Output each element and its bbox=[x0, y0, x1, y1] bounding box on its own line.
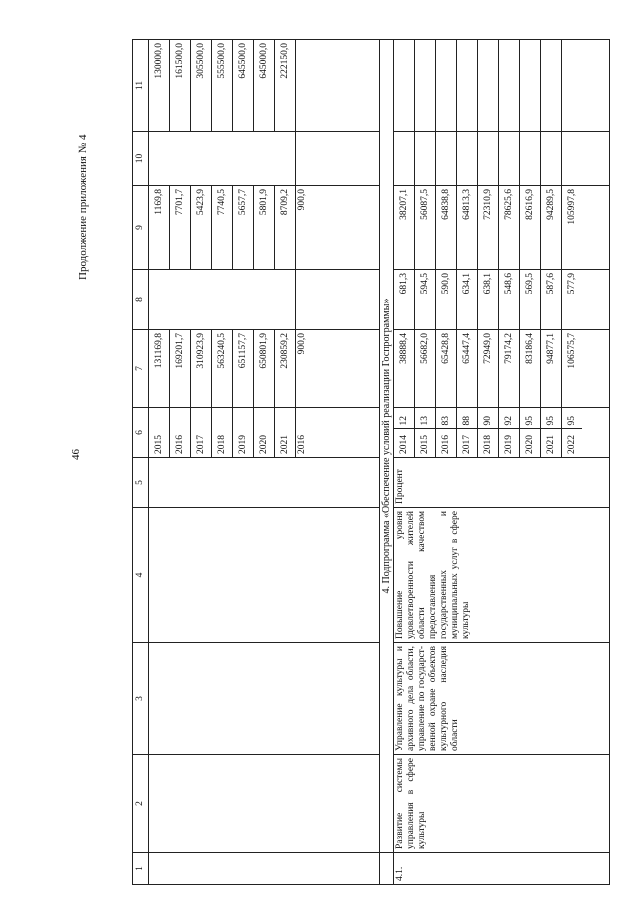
program-table bbox=[132, 39, 610, 885]
value-cell: 651157,7 bbox=[233, 330, 254, 407]
value-cell: 105997,8 bbox=[566, 189, 577, 225]
value-cell: 94289,5 bbox=[541, 186, 562, 269]
year-cell: 2014 bbox=[394, 429, 415, 457]
value-cell: 7701,7 bbox=[170, 186, 191, 269]
value-cell: 72310,9 bbox=[478, 186, 499, 269]
item-number: 4.1. bbox=[394, 853, 610, 885]
col-header: 5 bbox=[133, 458, 149, 508]
value-cell: 900,0 bbox=[296, 186, 380, 270]
item-unit: Процент bbox=[394, 458, 610, 508]
value-cell: 587,6 bbox=[541, 270, 562, 329]
value-cell: 79174,2 bbox=[499, 330, 520, 407]
col-header: 9 bbox=[133, 186, 149, 270]
value-cell: 8709,2 bbox=[279, 189, 290, 216]
value-cell: 5657,7 bbox=[233, 186, 254, 269]
indicator-cell: 88 bbox=[457, 408, 478, 429]
year-cell: 2020 bbox=[254, 408, 275, 457]
column-header-row bbox=[133, 40, 149, 885]
col-header: 3 bbox=[133, 643, 149, 755]
section-row bbox=[380, 40, 394, 885]
value-cell: 56682,0 bbox=[415, 330, 436, 407]
indicator-cell: 90 bbox=[478, 408, 499, 429]
col-header: 6 bbox=[133, 408, 149, 458]
indicator-cell: 95 bbox=[562, 408, 583, 429]
col-header: 1 bbox=[133, 853, 149, 885]
page-number: 46 bbox=[70, 449, 82, 460]
value-cell: 64813,3 bbox=[457, 186, 478, 269]
value-cell: 548,6 bbox=[499, 270, 520, 329]
year-cell: 2015 bbox=[149, 408, 170, 457]
year-cell: 2017 bbox=[191, 408, 212, 457]
value-cell: 5423,9 bbox=[191, 186, 212, 269]
year-cell: 2018 bbox=[478, 429, 499, 457]
value-cell: 305500,0 bbox=[191, 40, 212, 131]
indicator-cell: 92 bbox=[499, 408, 520, 429]
indicator-cell: 13 bbox=[415, 408, 436, 429]
value-cell: 7740,5 bbox=[212, 186, 233, 269]
value-cell: 130000,0 bbox=[149, 40, 170, 131]
value-cell: 83186,4 bbox=[520, 330, 541, 407]
value-cell: 38888,4 bbox=[394, 330, 415, 407]
year-cell: 2020 bbox=[520, 429, 541, 457]
value-cell: 645000,0 bbox=[254, 40, 275, 131]
value-cell: 222150,0 bbox=[279, 43, 290, 79]
value-cell: 64838,8 bbox=[436, 186, 457, 269]
value-cell: 5801,9 bbox=[254, 186, 275, 269]
value-cell: 161500,0 bbox=[170, 40, 191, 131]
value-cell: 563240,5 bbox=[212, 330, 233, 407]
col-header: 10 bbox=[133, 132, 149, 186]
value-cell: 56087,5 bbox=[415, 186, 436, 269]
value-cell: 38207,1 bbox=[394, 186, 415, 269]
table-row bbox=[149, 40, 296, 885]
year-cell: 2018 bbox=[212, 408, 233, 457]
item-result: Повышение уровня удовлетворенности жителей области качеством предоставления государственных и муниципальных услуг в сфере культуры bbox=[394, 508, 610, 643]
value-cell: 310923,9 bbox=[191, 330, 212, 407]
section-title: 4. Подпрограмма «Обеспечение условий реализации Госпрограммы» bbox=[380, 40, 394, 853]
value-cell: 594,5 bbox=[415, 270, 436, 329]
col-header: 8 bbox=[133, 270, 149, 330]
col-header: 2 bbox=[133, 755, 149, 853]
value-cell: 555500,0 bbox=[212, 40, 233, 131]
value-cell: 634,1 bbox=[457, 270, 478, 329]
value-cell: 82616,9 bbox=[520, 186, 541, 269]
value-cell: 590,0 bbox=[436, 270, 457, 329]
table-row bbox=[394, 40, 610, 885]
value-cell: 169201,7 bbox=[170, 330, 191, 407]
indicator-cell: 95 bbox=[520, 408, 541, 429]
value-cell: 638,1 bbox=[478, 270, 499, 329]
value-cell: 131169,8 bbox=[149, 330, 170, 407]
item-executor: Управление культуры и архивного дела области, управление по государст- венной охране объектов культурного наследия области bbox=[394, 643, 610, 755]
value-cell: 72949,0 bbox=[478, 330, 499, 407]
value-cell: 645500,0 bbox=[233, 40, 254, 131]
value-cell: 106575,7 bbox=[566, 333, 577, 369]
col-header: 7 bbox=[133, 330, 149, 408]
item-name: Развитие системы управления в сфере культуры bbox=[394, 755, 610, 853]
year-cell: 2022 bbox=[566, 435, 577, 454]
year-cell: 2021 bbox=[541, 429, 562, 457]
year-cell: 2021 bbox=[279, 435, 290, 454]
year-cell: 2015 bbox=[415, 429, 436, 457]
value-cell: 650801,9 bbox=[254, 330, 275, 407]
year-cell: 2019 bbox=[233, 408, 254, 457]
year-cell: 2016 bbox=[170, 408, 191, 457]
continuation-caption: Продолжение приложения № 4 bbox=[77, 134, 89, 280]
year-cell: 2016 bbox=[436, 429, 457, 457]
indicator-cell: 95 bbox=[541, 408, 562, 429]
value-cell: 65428,8 bbox=[436, 330, 457, 407]
value-cell: 900,0 bbox=[296, 330, 380, 408]
indicator-cell: 83 bbox=[436, 408, 457, 429]
col-header: 11 bbox=[133, 40, 149, 132]
value-cell: 569,5 bbox=[520, 270, 541, 329]
value-cell: 577,9 bbox=[566, 273, 577, 295]
year-cell: 2019 bbox=[499, 429, 520, 457]
value-cell: 1169,8 bbox=[149, 186, 170, 269]
value-cell: 65447,4 bbox=[457, 330, 478, 407]
year-cell: 2016 bbox=[296, 408, 380, 458]
value-cell: 681,3 bbox=[394, 270, 415, 329]
indicator-cell: 12 bbox=[394, 408, 415, 429]
value-cell: 94877,1 bbox=[541, 330, 562, 407]
value-cell: 78625,6 bbox=[499, 186, 520, 269]
value-cell: 230859,2 bbox=[279, 333, 290, 369]
col-header: 4 bbox=[133, 508, 149, 643]
year-cell: 2017 bbox=[457, 429, 478, 457]
